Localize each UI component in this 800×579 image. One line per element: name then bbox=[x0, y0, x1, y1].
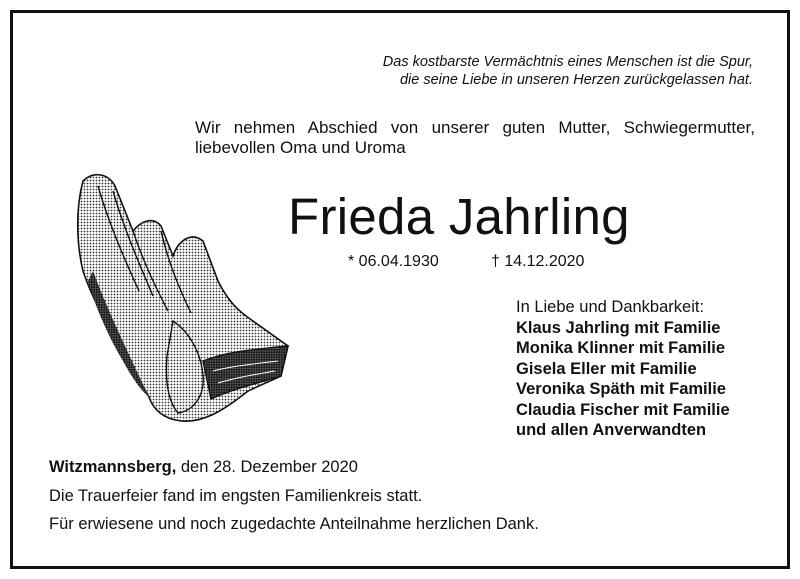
obituary-notice bbox=[10, 10, 790, 569]
farewell-intro bbox=[195, 118, 755, 158]
place-and-date bbox=[49, 457, 358, 477]
mourners-lead: In Liebe und Dankbarkeit: bbox=[516, 298, 705, 316]
mourner-name: Gisela Eller mit Familie bbox=[516, 359, 697, 378]
funeral-note: Die Trauerfeier fand im engsten Familienkreis statt. bbox=[49, 487, 423, 505]
place-name: Witzmannsberg, bbox=[49, 458, 177, 476]
mourner-name: Veronika Späth mit Familie bbox=[516, 380, 726, 398]
quote-line-1: Das kostbarste Vermächtnis eines Menschen ist die Spur, bbox=[382, 54, 753, 70]
mourner-name: Monika Klinner mit Familie bbox=[516, 339, 726, 357]
death-date: † 14.12.2020 bbox=[491, 253, 585, 270]
mourner-name: und allen Anverwandten bbox=[516, 421, 707, 439]
mourner-name: Klaus Jahrling mit Familie bbox=[516, 318, 721, 337]
mourners-list bbox=[516, 297, 786, 441]
birth-date: * 06.04.1930 bbox=[348, 253, 439, 270]
quote-line-2: die seine Liebe in unseren Herzen zurückgelassen hat. bbox=[399, 72, 753, 88]
notice-date: den 28. Dezember 2020 bbox=[176, 458, 358, 476]
mourner-name: Claudia Fischer mit Familie bbox=[516, 400, 730, 419]
praying-hands-icon bbox=[53, 161, 293, 431]
thank-you-note: Für erwiesene und noch zugedachte Anteilnahme herzlichen Dank. bbox=[49, 515, 539, 533]
memorial-quote bbox=[13, 53, 753, 89]
deceased-name: Frieda Jahrling bbox=[288, 188, 630, 245]
intro-line-1: Wir nehmen Abschied von unserer guten Mutter, Schwiegermutter, bbox=[195, 118, 755, 137]
intro-line-2: liebevollen Oma und Uroma bbox=[195, 138, 406, 157]
